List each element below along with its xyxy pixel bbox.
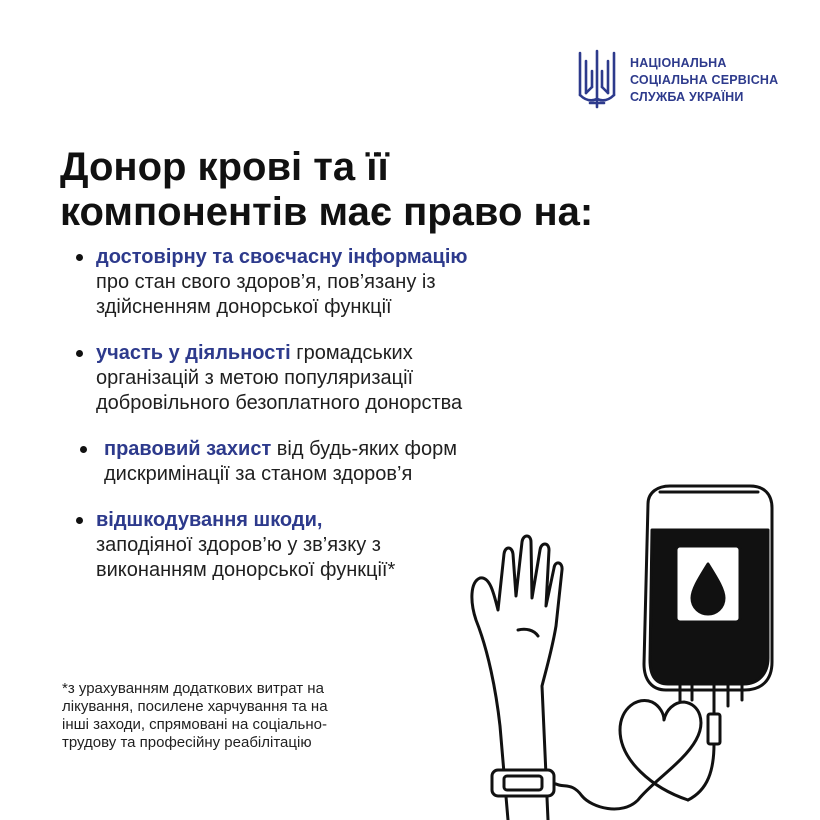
arm-band (492, 770, 554, 796)
right-text: виконанням донорської функції* (96, 559, 396, 581)
right-text: заподіяної здоров’ю у зв’язку з (96, 534, 381, 556)
heart-icon (556, 700, 701, 808)
logo-line-3: СЛУЖБА УКРАЇНИ (630, 89, 744, 104)
footnote-line: *з урахуванням додаткових витрат на (62, 680, 324, 697)
bullet-icon (76, 517, 83, 524)
bullet-icon (76, 254, 83, 261)
right-text: від будь-яких форм (271, 438, 457, 460)
donation-illustration (452, 470, 820, 820)
right-highlight: участь у діяльності (96, 342, 291, 364)
right-highlight: достовірну та своєчасну інформацію (96, 246, 468, 268)
right-text: дискримінації за станом здоров’я (104, 463, 413, 485)
trident-emblem-icon (574, 47, 620, 113)
logo-line-1: НАЦІОНАЛЬНА (630, 55, 727, 70)
right-text: громадських (290, 342, 413, 364)
right-text: організацій з метою популяризації (96, 367, 414, 389)
list-item (74, 245, 574, 320)
page-title (60, 145, 680, 235)
logo-line-2: СОЦІАЛЬНА СЕРВІСНА (630, 72, 779, 87)
footnote-line: інші заходи, спрямовані на соціально- (62, 716, 327, 733)
right-text: добровільного безоплатного донорства (96, 392, 463, 414)
right-highlight: правовий захист (104, 438, 272, 460)
footnote-line: трудову та професійну реабілітацію (62, 734, 312, 751)
nssu-logo (574, 47, 778, 113)
bullet-icon (76, 350, 83, 357)
right-text: про стан свого здоров’я, пов’язану із (96, 271, 436, 293)
bullet-icon (80, 446, 87, 453)
list-item (74, 341, 574, 416)
right-highlight: відшкодування шкоди, (96, 509, 323, 531)
footnote-line: лікування, посилене харчування та на (62, 698, 328, 715)
footnote (62, 680, 422, 752)
right-text: здійсненням донорської функції (96, 296, 392, 318)
title-line-2: компонентів має право на: (60, 190, 594, 234)
title-line-1: Донор крові та її (60, 145, 389, 189)
